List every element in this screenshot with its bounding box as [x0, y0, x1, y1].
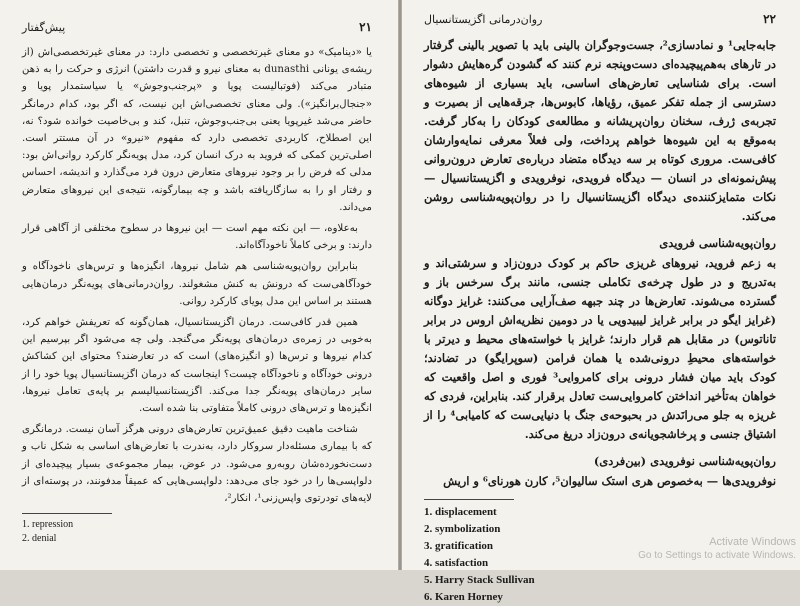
- section-heading: روان‌پویه‌شناسی فرویدی: [659, 236, 776, 250]
- footnotes: [22, 518, 372, 546]
- left-page-header: [22, 20, 372, 34]
- footnote: 2. symbolization: [424, 523, 501, 535]
- right-page-body: [424, 36, 776, 226]
- right-page: [402, 0, 800, 603]
- paragraph: شناخت ماهیت دقیق عمیق‌ترین تعارض‌های درونی هرگز آسان نیست. درمانگری که با بیماری مسئله‌دار سروکار دارد، به‌ندرت با تعارض‌های اساسی به شکل ناب و دست‌نخورده‌شان روبه‌رو می‌شود. در عوض، بیمار مجموعه‌ی بسیار پیچیده‌ای از دلواپسی‌ها را در خود جای می‌دهد: دلواپسی‌هایی که عمیقاً مدفونند، در پوسته‌ای از لایه‌های تودرتوی واپس‌زنی¹، انکار²،: [22, 424, 372, 505]
- activate-windows-watermark: [638, 536, 796, 562]
- footnote: 4. satisfaction: [424, 557, 489, 569]
- page-number: ۲۲: [763, 12, 776, 26]
- paragraph: به‌علاوه، — این نکته مهم است — این نیروها در سطوح مختلفی از آگاهی قرار دارند: و برخی کاملاً ناخودآگاه‌اند.: [22, 223, 372, 252]
- watermark-title: Activate Windows: [709, 536, 796, 548]
- footnote-rule: [22, 513, 112, 514]
- page-number: ۲۱: [359, 20, 372, 34]
- right-page-header: [424, 12, 776, 26]
- footnote: 1. repression: [22, 519, 74, 531]
- section-body: [424, 472, 776, 491]
- paragraph: نوفرویدی‌ها — به‌خصوص هری استک سالیوان⁵، کارن هورنای⁶ و اریش: [443, 474, 776, 488]
- watermark-subtitle: Go to Settings to activate Windows.: [638, 550, 796, 561]
- paragraph: به زعم فروید، نیروهای غریزی حاکم بر کودک درون‌زاد و سرشتی‌اند و به‌تدریج و در طول چرخه‌ی تکاملی جنسی، مانند برگ سرخس باز و گسترده می‌شوند. تعارض‌ها در چند جبهه صف‌آرایی می‌کنند: غرایز دوگانه (غرایز ایگو در برابر غرایز لیبیدویی یا در دومین نظریه‌اش اروس در برابر تاناتوس) در مقابل هم قرار دارند؛ غرایز با خواسته‌های محیط و دیرتر با خواسته‌های محیطِ درونی‌شده یا همان فرامن (سوپرایگو) در تضادند؛ کودک باید میان فشار درونی برای کامروایی³ فوری و اصل واقعیت که خواهان به‌تأخیر انداختن کامروایی‌ست تعادل برقرار کند. بنابراین، فردی که غریزه به جلو می‌رانَدش در بحبوحه‌ی جنگ با دنیایی‌ست که کامیابی⁴ را از اشتیاق جنسی و پرخاشجویانه‌ی درون‌زاد دریغ می‌کند.: [424, 256, 777, 441]
- paragraph: جابه‌جایی¹ و نمادسازی²، جست‌وجوگران بالینی باید با تصویر بالینی گرفتار در تارهای به‌هم‌پیچیده‌ای دست‌وپنجه نرم کنند که گشودن گره‌هایش دشوار است. برای شناسایی تعارض‌های اساسی، باید بسیاری از شیوه‌های دسترسی از جمله تفکر عمیق، رؤیاها، کابوس‌ها، جرقه‌هایی از بصیرت و تجربه‌ی ژرف، سخنان روان‌پریشانه و مطالعه‌ی کودکان را به‌کار گرفت. به‌موقع به این شیوه‌ها خواهم پرداخت، ولی فعلاً معرفی نمایه‌وارشان کافی‌ست. مروری کوتاه بر سه دیدگاه متضاد درباره‌ی تعارض درون‌روانی پیش‌نمونه‌ای در انسان — دیدگاه فرویدی، نوفرویدی و اگزیستانسیال — نکات متمایزکننده‌ی دیدگاه اگزیستانسیال را در روان‌پویه‌شناسی روشن می‌کند.: [424, 38, 776, 223]
- footnote: 5. Harry Stack Sullivan: [424, 574, 535, 586]
- paragraph: بنابراین روان‌پویه‌شناسی هم شامل نیروها، انگیزه‌ها و ترس‌های ناخودآگاه و خودآگاهی‌ست که درونش به کنش مشغولند. روان‌درمانی‌های پویه‌نگر درمان‌هایی هستند بر اساس این مدل پویای کارکرد روانی.: [22, 261, 372, 307]
- footnote: 3. gratification: [424, 540, 494, 552]
- footnote: 2. denial: [22, 533, 57, 545]
- paragraph: یا «دینامیک» دو معنای غیرتخصصی و تخصصی دارد: در معنای غیرتخصصی‌اش (از ریشه‌ی یونانی dunasthi به معنای نیرو و قدرت داشتن) انرژی و حرکت را به ذهن متبادر می‌کند (فوتبالیست پویا و «پرجنب‌وجوش» یا سیاستمدار پویا و «جنجال‌برانگیز»). ولی معنای تخصصی‌اش این نیست، که اگر بود، کدام درمانگر حاضر می‌شد غیرپویا یعنی بی‌جنب‌وجوش، تنبل، کند و بی‌خاصیت خوانده شود؟ نه، این اصطلاح، کاربردی تخصصی دارد که مفهوم «نیرو» در آن مستتر است. اصلی‌ترین کمکی که فروید به درک انسان کرد، مدل پویه‌نگر کارکرد روانی‌اش بود: مدلی که فرض را بر وجود نیروهای متعارض درون فرد می‌گذارد و اندیشه، احساس و رفتار او را به سازگاریافته باشد و چه بیمارگونه، نتیجه‌ی این نیروهای متعارض می‌داند.: [22, 47, 372, 213]
- left-page-body: [22, 44, 372, 507]
- left-page: [0, 0, 398, 570]
- footnote: 6. Karen Horney: [424, 591, 503, 603]
- running-head: پیش‌گفتار: [22, 21, 66, 34]
- section-body: [424, 254, 776, 444]
- footnote: 1. displacement: [424, 506, 497, 518]
- paragraph: همین قدر کافی‌ست. درمان اگزیستانسیال، همان‌گونه که تعریفش خواهم کرد، به‌خوبی در زمره‌ی درمان‌های پویه‌نگر می‌گنجد. ولی چه می‌شود اگر بپرسیم این کدام نیروها و ترس‌ها (و انگیزه‌های) است که در تعارضند؟ محتوای این کشاکش درونی خودآگاه و ناخودآگاه چیست؟ اینجاست که درمان اگزیستانسیال پویا خود را از سایر درمان‌های پویه‌نگر جدا می‌کند. اگزیستانسیالیسم بر پایه‌ی تعامل نیروها، انگیزه‌ها و ترس‌های درونی کاملاً متفاوتی بنا شده است.: [22, 317, 372, 415]
- footnote-rule: [424, 499, 514, 500]
- running-head: روان‌درمانی اگزیستانسیال: [424, 13, 543, 26]
- section-heading: روان‌پویه‌شناسی نوفرویدی (بین‌فردی): [593, 454, 776, 468]
